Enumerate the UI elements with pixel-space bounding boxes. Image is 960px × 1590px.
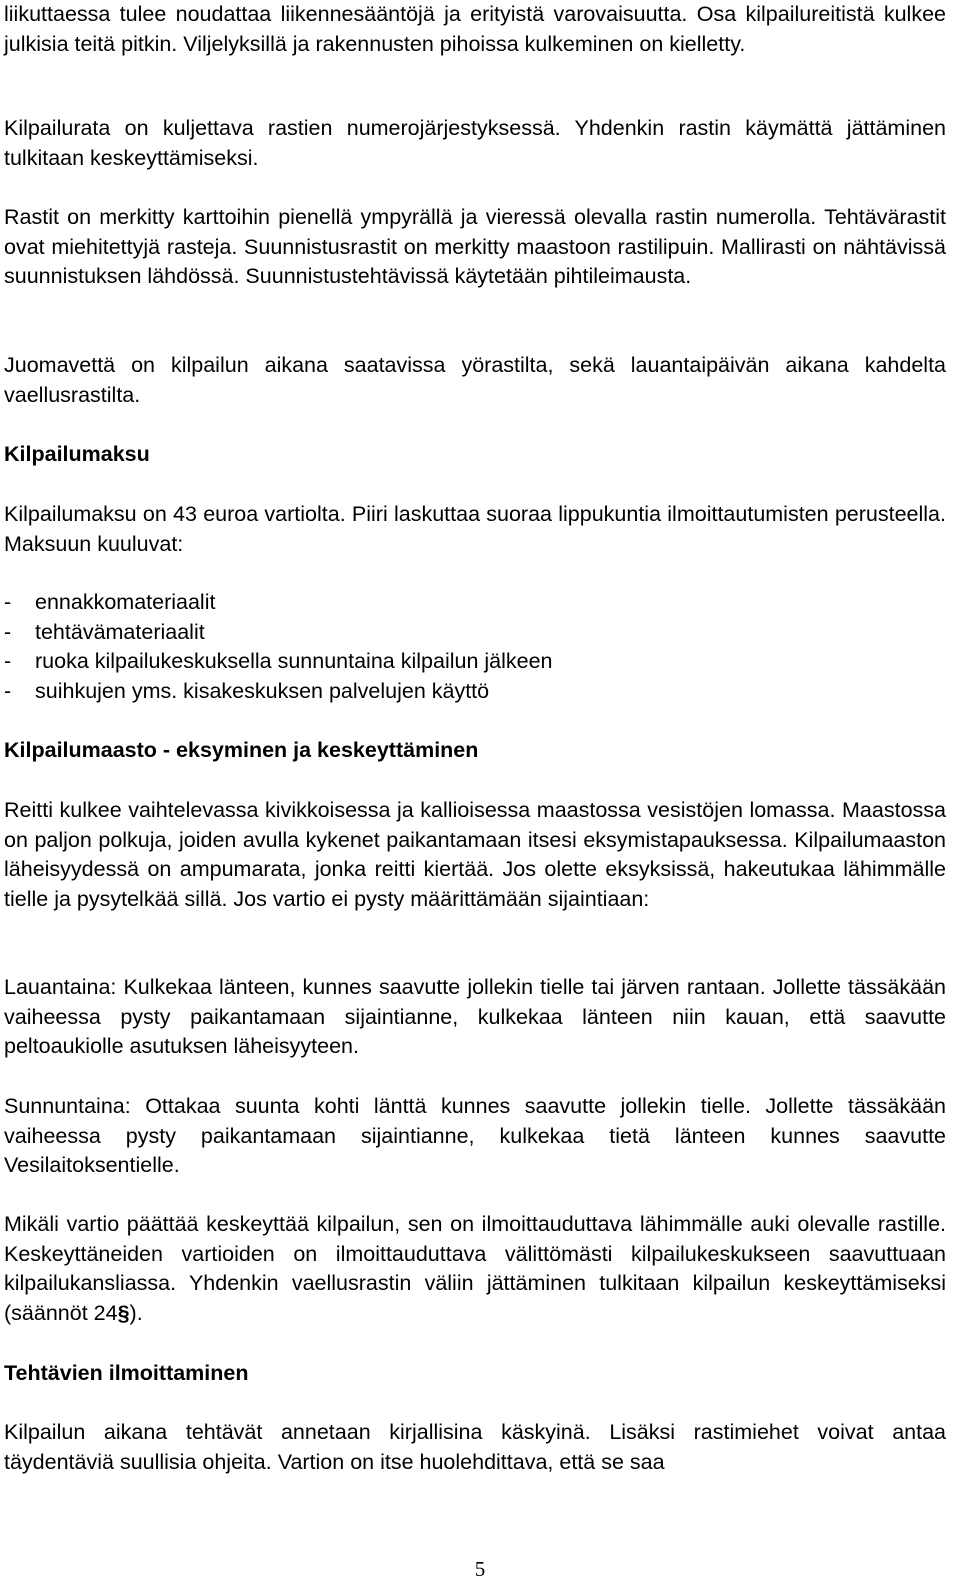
- paragraph-sunday: Sunnuntaina: Ottakaa suunta kohti länttä kunnes saavutte jollekin tielle. Jollette tässäkään vaiheessa pysty paikantamaan sijaintianne, kulkekaa tietä länteen kunnes saavutte Vesilaitoksentielle.: [4, 1094, 946, 1177]
- heading-kilpailumaasto: Kilpailumaasto - eksyminen ja keskeyttäminen: [4, 738, 479, 762]
- list-marker: -: [4, 678, 12, 703]
- paragraph-fee: Kilpailumaksu on 43 euroa vartiolta. Piiri laskuttaa suoraa lippukuntia ilmoittautumisten perusteella. Maksuun kuuluvat:: [4, 502, 946, 556]
- heading-tehtavien-ilmoittaminen: Tehtävien ilmoittaminen: [4, 1361, 249, 1385]
- fee-items-list: [4, 588, 553, 706]
- paragraph-saturday: Lauantaina: Kulkekaa länteen, kunnes saavutte jollekin tielle tai järven rantaan. Jollette tässäkään vaiheessa pysty paikantamaan sijaintianne, kulkekaa länteen niin kauan, että saavutte peltoaukiolle asutuksen läheisyyteen.: [4, 975, 946, 1058]
- list-item: - tehtävämateriaalit: [4, 618, 553, 648]
- list-item: - ennakkomateriaalit: [4, 588, 553, 618]
- list-marker: -: [4, 649, 12, 673]
- list-marker: -: [4, 619, 12, 644]
- heading-kilpailumaksu: Kilpailumaksu: [4, 442, 150, 466]
- page-number: 5: [474, 1557, 486, 1581]
- paragraph-controls: Rastit on merkitty karttoihin pienellä ympyrällä ja vieressä olevalla rastin numerolla. Tehtävärastit ovat miehitettyjä rasteja. Suunnistusrastit on merkitty maastoon rastilipuin. Mallirasti on nähtävissä suunnistuksen lähdössä. Suunnistustehtävissä käytetään pihtileimausta.: [4, 205, 946, 288]
- paragraph-abort: Mikäli vartio päättää keskeyttää kilpailun, sen on ilmoittauduttava lähimmälle auki olevalle rastille. Keskeyttäneiden vartioiden on ilmoittauduttava välittömästi kilpailukeskukseen saavuttuaan kilpailukansliassa. Yhdenkin vaellusrastin väliin jättäminen tulkitaan kilpailun keskeyttämiseksi (säännöt 24§).: [4, 1212, 946, 1325]
- list-marker: -: [4, 590, 12, 614]
- list-item: - suihkujen yms. kisakeskuksen palvelujen käyttö: [4, 677, 553, 707]
- paragraph-traffic-rules: liikuttaessa tulee noudattaa liikennesääntöjä ja erityistä varovaisuutta. Osa kilpailureitistä kulkee julkisia teitä pitkin. Viljelyksillä ja rakennusten pihoissa kulkeminen on kielletty.: [4, 2, 946, 56]
- paragraph-course-order: Kilpailurata on kuljettava rastien numerojärjestyksessä. Yhdenkin rastin käymättä jättäminen tulkitaan keskeyttämiseksi.: [4, 116, 946, 170]
- paragraph-terrain: Reitti kulkee vaihtelevassa kivikkoisessa ja kallioisessa maastossa vesistöjen lomassa. Maastossa on paljon polkuja, joiden avulla kykenet paikantamaan itsesi eksymistapauksessa. Kilpailumaaston läheisyydessä on ampumarata, jonka reitti kiertää. Jos olette eksyksissä, hakeutukaa lähimmälle tielle ja pysytelkää sillä. Jos vartio ei pysty määrittämään sijaintiaan:: [4, 798, 946, 911]
- section-symbol: §: [117, 1300, 130, 1325]
- list-item: - ruoka kilpailukeskuksella sunnuntaina kilpailun jälkeen: [4, 647, 553, 677]
- paragraph-drinking-water: Juomavettä on kilpailun aikana saatavissa yörastilta, sekä lauantaipäivän aikana kahdelta vaellusrastilta.: [4, 353, 946, 407]
- paragraph-tasks: Kilpailun aikana tehtävät annetaan kirjallisina käskyinä. Lisäksi rastimiehet voivat antaa täydentäviä suullisia ohjeita. Vartion on itse huolehdittava, että se saa: [4, 1420, 946, 1474]
